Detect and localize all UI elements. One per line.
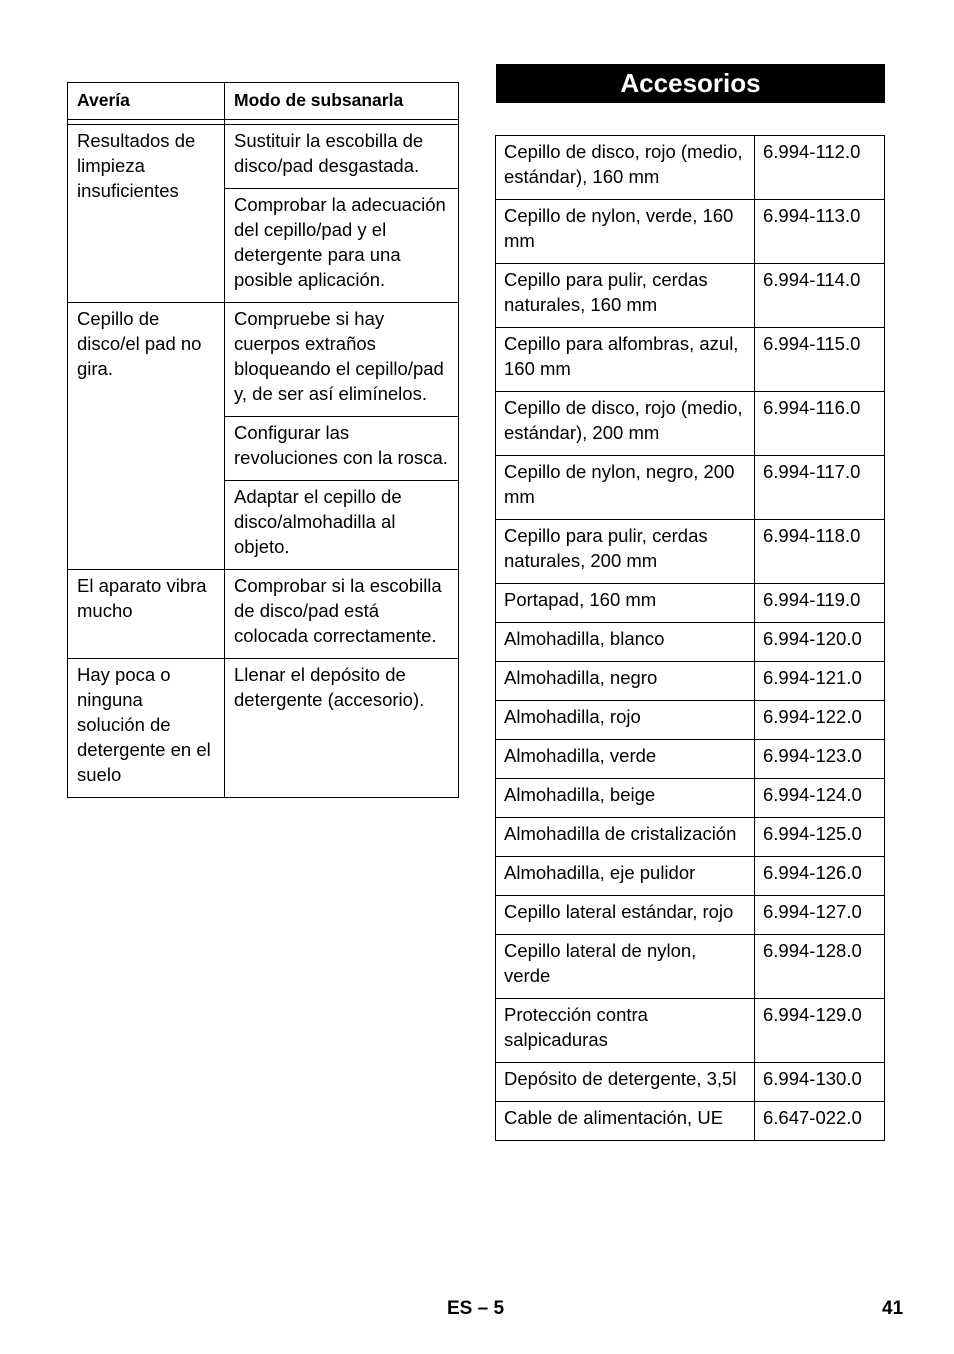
- accessory-part-number: 6.994-127.0: [755, 896, 885, 935]
- accessory-name: Protección contra salpicaduras: [496, 999, 755, 1063]
- accessory-name: Almohadilla, blanco: [496, 623, 755, 662]
- fault-cell: Cepillo de disco/el pad no gira.: [68, 303, 225, 570]
- fault-cell: Resultados de limpieza insuficientes: [68, 125, 225, 303]
- table-row: [496, 1063, 885, 1102]
- accessory-name: Almohadilla, verde: [496, 740, 755, 779]
- accessory-name: Depósito de detergente, 3,5l: [496, 1063, 755, 1102]
- table-row: [496, 662, 885, 701]
- page-number: 41: [882, 1298, 904, 1319]
- table-row: [496, 935, 885, 999]
- table-row: [68, 303, 459, 417]
- table-row: [496, 740, 885, 779]
- accessory-part-number: 6.994-113.0: [755, 200, 885, 264]
- fault-cell: Hay poca o ninguna solución de detergente en el suelo: [68, 659, 225, 798]
- table-row: [496, 1102, 885, 1141]
- table-row: [496, 999, 885, 1063]
- accessory-part-number: 6.994-117.0: [755, 456, 885, 520]
- accessory-part-number: 6.994-123.0: [755, 740, 885, 779]
- table-row: [496, 779, 885, 818]
- accessory-part-number: 6.994-124.0: [755, 779, 885, 818]
- table-row: [496, 200, 885, 264]
- table-row: [496, 857, 885, 896]
- accessory-part-number: 6.994-129.0: [755, 999, 885, 1063]
- accessory-name: Almohadilla, rojo: [496, 701, 755, 740]
- accessory-part-number: 6.994-121.0: [755, 662, 885, 701]
- accessory-name: Portapad, 160 mm: [496, 584, 755, 623]
- accessory-name: Cepillo para alfombras, azul, 160 mm: [496, 328, 755, 392]
- accessory-name: Cepillo de nylon, negro, 200 mm: [496, 456, 755, 520]
- table-row: [496, 264, 885, 328]
- accessory-part-number: 6.994-125.0: [755, 818, 885, 857]
- remedy-cell: Comprobar si la escobilla de disco/pad está colocada correctamente.: [225, 570, 459, 659]
- table-row: [68, 125, 459, 189]
- accessory-name: Cepillo de nylon, verde, 160 mm: [496, 200, 755, 264]
- remedy-cell: Comprobar la adecuación del cepillo/pad y el detergente para una posible aplicación.: [225, 189, 459, 303]
- table-row: [68, 659, 459, 798]
- table-row: [496, 136, 885, 200]
- table-row: [496, 701, 885, 740]
- header-remedy: Modo de subsanarla: [225, 83, 459, 120]
- table-row: [496, 896, 885, 935]
- accessory-part-number: 6.994-119.0: [755, 584, 885, 623]
- accessory-part-number: 6.994-128.0: [755, 935, 885, 999]
- header-fault: Avería: [68, 83, 225, 120]
- remedy-cell: Sustituir la escobilla de disco/pad desgastada.: [225, 125, 459, 189]
- table-row: [496, 584, 885, 623]
- remedy-cell: Compruebe si hay cuerpos extraños bloqueando el cepillo/pad y, de ser así elimínelos.: [225, 303, 459, 417]
- accessory-part-number: 6.994-118.0: [755, 520, 885, 584]
- accessory-part-number: 6.994-122.0: [755, 701, 885, 740]
- table-row: [496, 623, 885, 662]
- accessory-name: Cable de alimentación, UE: [496, 1102, 755, 1141]
- accessories-heading: Accesorios: [496, 64, 885, 103]
- accessory-name: Almohadilla, beige: [496, 779, 755, 818]
- table-row: [496, 456, 885, 520]
- remedy-cell: Adaptar el cepillo de disco/almohadilla al objeto.: [225, 481, 459, 570]
- accessory-part-number: 6.647-022.0: [755, 1102, 885, 1141]
- accessory-name: Cepillo de disco, rojo (medio, estándar), 200 mm: [496, 392, 755, 456]
- accessory-name: Cepillo lateral estándar, rojo: [496, 896, 755, 935]
- accessory-name: Cepillo lateral de nylon, verde: [496, 935, 755, 999]
- accessory-part-number: 6.994-115.0: [755, 328, 885, 392]
- accessory-part-number: 6.994-126.0: [755, 857, 885, 896]
- table-row: [496, 328, 885, 392]
- troubleshooting-header-row: [68, 83, 459, 120]
- accessory-part-number: 6.994-120.0: [755, 623, 885, 662]
- table-row: [496, 520, 885, 584]
- accessory-name: Cepillo de disco, rojo (medio, estándar), 160 mm: [496, 136, 755, 200]
- accessory-part-number: 6.994-116.0: [755, 392, 885, 456]
- fault-cell: El aparato vibra mucho: [68, 570, 225, 659]
- accessories-table: [495, 135, 885, 1141]
- troubleshooting-table: [67, 82, 459, 798]
- remedy-cell: Configurar las revoluciones con la rosca.: [225, 417, 459, 481]
- table-row: [496, 818, 885, 857]
- accessory-part-number: 6.994-114.0: [755, 264, 885, 328]
- table-row: [68, 570, 459, 659]
- remedy-cell: Llenar el depósito de detergente (accesorio).: [225, 659, 459, 798]
- accessory-name: Cepillo para pulir, cerdas naturales, 200 mm: [496, 520, 755, 584]
- footer-section-label: ES – 5: [447, 1298, 505, 1319]
- accessory-name: Almohadilla, eje pulidor: [496, 857, 755, 896]
- accessory-name: Almohadilla, negro: [496, 662, 755, 701]
- table-row: [496, 392, 885, 456]
- accessory-part-number: 6.994-112.0: [755, 136, 885, 200]
- accessory-name: Cepillo para pulir, cerdas naturales, 160 mm: [496, 264, 755, 328]
- accessory-name: Almohadilla de cristalización: [496, 818, 755, 857]
- accessory-part-number: 6.994-130.0: [755, 1063, 885, 1102]
